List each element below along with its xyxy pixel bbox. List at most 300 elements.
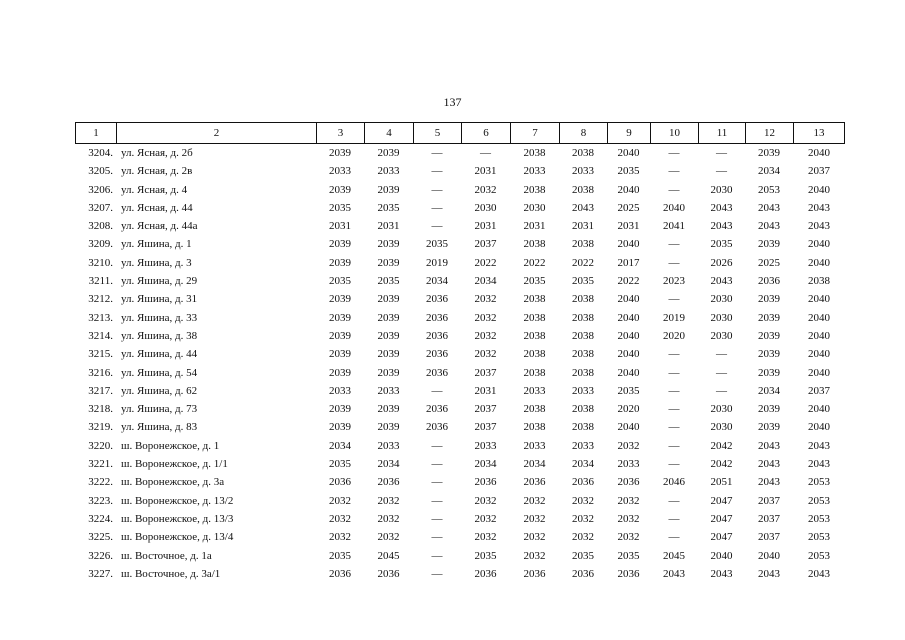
cell-col-5: — (431, 384, 443, 397)
table-row (75, 144, 845, 162)
cell-col-6: 2037 (474, 366, 497, 379)
cell-col-7: 2031 (523, 220, 546, 233)
cell-col-5: — (431, 183, 443, 196)
cell-col-10: — (668, 421, 680, 434)
cell-col-3: 2039 (329, 238, 351, 251)
cell-col-9: 2035 (617, 549, 640, 562)
cell-col-6: 2022 (474, 256, 497, 269)
cell-col-11: 2040 (710, 549, 733, 562)
cell-col-13: 2040 (808, 147, 830, 159)
cell-col-7: 2030 (523, 201, 546, 214)
cell-col-11: — (716, 366, 727, 379)
row-address: ш. Воронежское, д. 13/2 (121, 494, 234, 507)
cell-col-13: 2043 (808, 567, 830, 580)
cell-col-12: 2043 (758, 220, 780, 233)
row-number: 3211. (88, 275, 113, 288)
cell-col-4: 2034 (377, 458, 400, 471)
cell-col-4: 2036 (377, 476, 400, 489)
cell-col-6: 2032 (474, 348, 497, 361)
row-number: 3209. (88, 238, 113, 251)
cell-col-12: 2039 (758, 403, 780, 416)
cell-col-4: 2032 (377, 531, 400, 544)
row-number: 3212. (88, 293, 113, 306)
cell-col-3: 2035 (329, 275, 351, 288)
cell-col-7: 2038 (523, 311, 546, 324)
cell-col-9: 2032 (617, 439, 640, 452)
cell-col-6: 2035 (474, 549, 497, 562)
cell-col-13: 2040 (808, 256, 830, 269)
cell-col-9: 2035 (617, 165, 640, 178)
cell-col-9: 2017 (617, 256, 640, 269)
cell-col-10: 2040 (663, 201, 685, 214)
cell-col-8: 2038 (572, 238, 594, 251)
row-address: ш. Воронежское, д. 13/4 (121, 531, 234, 544)
row-number: 3215. (88, 348, 113, 361)
cell-col-4: 2039 (377, 329, 400, 342)
cell-col-6: 2032 (474, 311, 497, 324)
cell-col-8: 2032 (572, 531, 594, 544)
cell-col-3: 2039 (329, 329, 351, 342)
cell-col-13: 2043 (808, 220, 830, 233)
cell-col-7: 2038 (523, 238, 546, 251)
row-number: 3213. (88, 311, 113, 324)
cell-col-4: 2039 (377, 366, 400, 379)
cell-col-3: 2035 (329, 549, 351, 562)
cell-col-11: 2051 (710, 476, 733, 489)
cell-col-5: 2034 (426, 275, 448, 288)
table-row (75, 345, 845, 363)
row-address: ш. Воронежское, д. 1 (121, 439, 220, 452)
cell-col-5: — (431, 147, 443, 159)
cell-col-9: 2036 (617, 476, 640, 489)
row-address: ш. Восточное, д. 3а/1 (121, 567, 221, 580)
cell-col-7: 2036 (523, 476, 546, 489)
row-address: ш. Воронежское, д. 1/1 (121, 458, 228, 471)
cell-col-5: — (431, 220, 443, 233)
cell-col-5: 2036 (426, 366, 448, 379)
cell-col-11: 2030 (710, 293, 733, 306)
row-number: 3226. (88, 549, 113, 562)
cell-col-13: 2040 (808, 311, 830, 324)
cell-col-8: 2034 (572, 458, 594, 471)
cell-col-9: 2040 (617, 293, 640, 306)
cell-col-7: 2038 (523, 366, 546, 379)
row-number: 3216. (88, 366, 113, 379)
row-address: ул. Ясная, д. 2в (121, 165, 193, 178)
cell-col-7: 2038 (523, 147, 546, 159)
row-number: 3210. (88, 256, 113, 269)
cell-col-8: 2038 (572, 403, 594, 416)
cell-col-6: 2031 (474, 220, 497, 233)
table-row (75, 510, 845, 528)
cell-col-12: 2039 (758, 311, 780, 324)
cell-col-5: — (431, 512, 443, 525)
table-row (75, 382, 845, 400)
cell-col-12: 2040 (758, 549, 780, 562)
cell-col-12: 2053 (758, 183, 780, 196)
cell-col-13: 2037 (808, 165, 830, 178)
cell-col-7: 2034 (523, 458, 546, 471)
cell-col-9: 2040 (617, 366, 640, 379)
cell-col-8: 2035 (572, 275, 594, 288)
column-header-8: 8 (559, 123, 607, 143)
row-address: ул. Ясная, д. 4 (121, 183, 188, 196)
row-number: 3225. (88, 531, 113, 544)
cell-col-7: 2038 (523, 329, 546, 342)
cell-col-6: 2032 (474, 494, 497, 507)
row-address: ул. Яшина, д. 44 (121, 348, 198, 361)
row-number: 3221. (88, 458, 113, 471)
table-row (75, 492, 845, 510)
cell-col-9: 2040 (617, 147, 640, 159)
table-row (75, 327, 845, 345)
cell-col-11: 2043 (710, 201, 733, 214)
cell-col-13: 2040 (808, 403, 830, 416)
row-number: 3204. (88, 147, 113, 159)
cell-col-7: 2033 (523, 439, 546, 452)
cell-col-10: — (668, 384, 680, 397)
cell-col-11: 2030 (710, 421, 733, 434)
cell-col-5: — (431, 165, 443, 178)
row-address: ул. Яшина, д. 38 (121, 329, 198, 342)
table-row (75, 235, 845, 253)
cell-col-9: 2022 (617, 275, 640, 288)
cell-col-3: 2031 (329, 220, 351, 233)
cell-col-9: 2020 (617, 403, 640, 416)
column-header-13: 13 (793, 123, 845, 143)
cell-col-8: 2038 (572, 147, 594, 159)
cell-col-10: — (668, 256, 680, 269)
cell-col-13: 2040 (808, 329, 830, 342)
cell-col-4: 2035 (377, 275, 400, 288)
row-number: 3214. (88, 329, 113, 342)
cell-col-8: 2038 (572, 366, 594, 379)
column-header-10: 10 (650, 123, 698, 143)
row-number: 3208. (88, 220, 113, 233)
cell-col-5: 2036 (426, 329, 448, 342)
cell-col-13: 2043 (808, 201, 830, 214)
row-number: 3218. (88, 403, 113, 416)
cell-col-9: 2025 (617, 201, 640, 214)
cell-col-12: 2043 (758, 439, 780, 452)
cell-col-4: 2039 (377, 348, 400, 361)
cell-col-7: 2032 (523, 494, 546, 507)
cell-col-7: 2038 (523, 348, 546, 361)
cell-col-11: — (716, 147, 727, 159)
cell-col-12: 2043 (758, 567, 780, 580)
cell-col-7: 2022 (523, 256, 546, 269)
cell-col-3: 2032 (329, 494, 351, 507)
row-address: ш. Восточное, д. 1а (121, 549, 212, 562)
cell-col-11: 2043 (710, 567, 733, 580)
cell-col-9: 2033 (617, 458, 640, 471)
cell-col-9: 2040 (617, 421, 640, 434)
table-row (75, 437, 845, 455)
cell-col-11: 2042 (710, 439, 733, 452)
table-header (75, 122, 845, 144)
cell-col-9: 2040 (617, 311, 640, 324)
row-number: 3205. (88, 165, 113, 178)
column-header-7: 7 (510, 123, 559, 143)
cell-col-4: 2035 (377, 201, 400, 214)
cell-col-5: 2036 (426, 421, 448, 434)
cell-col-3: 2039 (329, 366, 351, 379)
cell-col-13: 2040 (808, 366, 830, 379)
cell-col-7: 2032 (523, 512, 546, 525)
row-number: 3207. (88, 201, 113, 214)
cell-col-13: 2043 (808, 458, 830, 471)
cell-col-3: 2039 (329, 311, 351, 324)
cell-col-13: 2053 (808, 531, 830, 544)
cell-col-7: 2038 (523, 421, 546, 434)
cell-col-11: 2047 (710, 531, 733, 544)
cell-col-11: — (716, 384, 727, 397)
table-body (75, 144, 845, 583)
cell-col-10: — (668, 366, 680, 379)
column-header-1: 1 (75, 123, 116, 143)
cell-col-11: 2047 (710, 494, 733, 507)
cell-col-13: 2040 (808, 238, 830, 251)
cell-col-3: 2039 (329, 348, 351, 361)
cell-col-4: 2033 (377, 384, 400, 397)
table-row (75, 400, 845, 418)
cell-col-9: 2032 (617, 494, 640, 507)
cell-col-12: 2043 (758, 476, 780, 489)
cell-col-3: 2039 (329, 403, 351, 416)
cell-col-13: 2040 (808, 348, 830, 361)
cell-col-4: 2039 (377, 256, 400, 269)
cell-col-3: 2036 (329, 567, 351, 580)
cell-col-12: 2034 (758, 384, 780, 397)
cell-col-10: 2019 (663, 311, 685, 324)
cell-col-4: 2045 (377, 549, 400, 562)
cell-col-7: 2033 (523, 165, 546, 178)
cell-col-4: 2039 (377, 311, 400, 324)
cell-col-12: 2037 (758, 512, 780, 525)
cell-col-10: — (668, 494, 680, 507)
cell-col-8: 2031 (572, 220, 594, 233)
cell-col-12: 2039 (758, 421, 780, 434)
cell-col-12: 2037 (758, 531, 780, 544)
table-row (75, 217, 845, 235)
cell-col-6: 2030 (474, 201, 497, 214)
row-number: 3206. (88, 183, 113, 196)
row-address: ул. Яшина, д. 83 (121, 421, 198, 434)
table-row (75, 547, 845, 565)
cell-col-13: 2043 (808, 439, 830, 452)
cell-col-4: 2039 (377, 183, 400, 196)
cell-col-8: 2035 (572, 549, 594, 562)
cell-col-13: 2053 (808, 512, 830, 525)
cell-col-5: 2035 (426, 238, 448, 251)
cell-col-8: 2038 (572, 183, 594, 196)
cell-col-10: — (668, 293, 680, 306)
cell-col-6: 2032 (474, 329, 497, 342)
table-row (75, 455, 845, 473)
cell-col-3: 2033 (329, 165, 351, 178)
cell-col-11: — (716, 165, 727, 178)
cell-col-5: 2036 (426, 293, 448, 306)
cell-col-9: 2031 (617, 220, 640, 233)
cell-col-8: 2036 (572, 567, 594, 580)
column-header-12: 12 (745, 123, 793, 143)
column-header-11: 11 (698, 123, 745, 143)
cell-col-11: 2026 (710, 256, 733, 269)
column-header-9: 9 (607, 123, 650, 143)
cell-col-10: — (668, 348, 680, 361)
cell-col-10: — (668, 512, 680, 525)
cell-col-7: 2035 (523, 275, 546, 288)
cell-col-9: 2040 (617, 183, 640, 196)
cell-col-9: 2040 (617, 238, 640, 251)
cell-col-4: 2039 (377, 147, 400, 159)
row-address: ул. Яшина, д. 1 (121, 238, 192, 251)
cell-col-7: 2038 (523, 183, 546, 196)
cell-col-12: 2036 (758, 275, 780, 288)
cell-col-8: 2032 (572, 494, 594, 507)
cell-col-8: 2033 (572, 384, 594, 397)
cell-col-12: 2025 (758, 256, 780, 269)
cell-col-5: — (431, 531, 443, 544)
table-row (75, 364, 845, 382)
row-number: 3219. (88, 421, 113, 434)
cell-col-11: 2035 (710, 238, 733, 251)
cell-col-11: 2047 (710, 512, 733, 525)
cell-col-3: 2039 (329, 256, 351, 269)
cell-col-9: 2036 (617, 567, 640, 580)
cell-col-3: 2039 (329, 183, 351, 196)
table-row (75, 309, 845, 327)
cell-col-13: 2040 (808, 293, 830, 306)
table-row (75, 181, 845, 199)
row-address: ул. Яшина, д. 62 (121, 384, 198, 397)
cell-col-4: 2039 (377, 238, 400, 251)
cell-col-13: 2040 (808, 183, 830, 196)
table-row (75, 272, 845, 290)
cell-col-6: 2033 (474, 439, 497, 452)
cell-col-4: 2032 (377, 512, 400, 525)
page-number: 137 (443, 95, 462, 109)
table-row (75, 290, 845, 308)
cell-col-13: 2053 (808, 549, 830, 562)
cell-col-9: 2040 (617, 329, 640, 342)
cell-col-12: 2039 (758, 329, 780, 342)
cell-col-10: — (668, 403, 680, 416)
cell-col-12: 2039 (758, 238, 780, 251)
cell-col-6: 2037 (474, 238, 497, 251)
cell-col-4: 2039 (377, 293, 400, 306)
cell-col-5: — (431, 458, 443, 471)
cell-col-12: 2043 (758, 201, 780, 214)
row-address: ш. Воронежское, д. 3а (121, 476, 225, 489)
cell-col-6: 2032 (474, 512, 497, 525)
cell-col-11: 2030 (710, 183, 733, 196)
cell-col-3: 2032 (329, 531, 351, 544)
cell-col-10: 2045 (663, 549, 685, 562)
cell-col-10: — (668, 458, 680, 471)
cell-col-4: 2033 (377, 439, 400, 452)
cell-col-8: 2038 (572, 311, 594, 324)
cell-col-3: 2035 (329, 458, 351, 471)
cell-col-10: — (668, 531, 680, 544)
cell-col-6: 2032 (474, 293, 497, 306)
cell-col-10: — (668, 147, 680, 159)
row-address: ул. Ясная, д. 2б (121, 147, 193, 159)
column-header-6: 6 (461, 123, 510, 143)
column-header-2: 2 (116, 123, 316, 143)
cell-col-8: 2043 (572, 201, 594, 214)
cell-col-5: — (431, 201, 443, 214)
cell-col-3: 2033 (329, 384, 351, 397)
cell-col-3: 2032 (329, 512, 351, 525)
row-address: ул. Яшина, д. 73 (121, 403, 198, 416)
table-row (75, 418, 845, 436)
cell-col-6: 2032 (474, 183, 497, 196)
cell-col-10: 2043 (663, 567, 685, 580)
cell-col-4: 2039 (377, 421, 400, 434)
cell-col-7: 2038 (523, 293, 546, 306)
cell-col-5: 2036 (426, 311, 448, 324)
cell-col-10: 2020 (663, 329, 685, 342)
cell-col-4: 2033 (377, 165, 400, 178)
cell-col-5: — (431, 494, 443, 507)
cell-col-4: 2032 (377, 494, 400, 507)
row-number: 3223. (88, 494, 113, 507)
row-number: 3217. (88, 384, 113, 397)
row-number: 3222. (88, 476, 113, 489)
cell-col-9: 2032 (617, 531, 640, 544)
cell-col-8: 2036 (572, 476, 594, 489)
cell-col-7: 2032 (523, 531, 546, 544)
cell-col-7: 2038 (523, 403, 546, 416)
cell-col-7: 2033 (523, 384, 546, 397)
row-address: ул. Ясная, д. 44 (121, 201, 193, 214)
cell-col-11: 2042 (710, 458, 733, 471)
cell-col-12: 2039 (758, 293, 780, 306)
row-address: ул. Яшина, д. 54 (121, 366, 198, 379)
cell-col-7: 2032 (523, 549, 546, 562)
cell-col-8: 2033 (572, 439, 594, 452)
cell-col-12: 2039 (758, 348, 780, 361)
cell-col-8: 2033 (572, 165, 594, 178)
cell-col-4: 2031 (377, 220, 400, 233)
cell-col-11: 2043 (710, 220, 733, 233)
cell-col-6: 2031 (474, 384, 497, 397)
column-header-3: 3 (316, 123, 364, 143)
table-row (75, 199, 845, 217)
cell-col-10: 2046 (663, 476, 685, 489)
cell-col-3: 2035 (329, 201, 351, 214)
cell-col-10: — (668, 183, 680, 196)
cell-col-10: — (668, 238, 680, 251)
cell-col-8: 2038 (572, 293, 594, 306)
column-header-4: 4 (364, 123, 413, 143)
table-row (75, 565, 845, 583)
row-number: 3227. (88, 567, 113, 580)
cell-col-12: 2039 (758, 366, 780, 379)
cell-col-5: — (431, 439, 443, 452)
table-row (75, 473, 845, 491)
cell-col-6: 2037 (474, 421, 497, 434)
cell-col-6: 2034 (474, 458, 497, 471)
cell-col-9: 2040 (617, 348, 640, 361)
cell-col-3: 2039 (329, 421, 351, 434)
cell-col-13: 2053 (808, 494, 830, 507)
cell-col-6: 2037 (474, 403, 497, 416)
cell-col-6: 2036 (474, 567, 497, 580)
cell-col-13: 2053 (808, 476, 830, 489)
row-address: ул. Ясная, д. 44а (121, 220, 198, 233)
